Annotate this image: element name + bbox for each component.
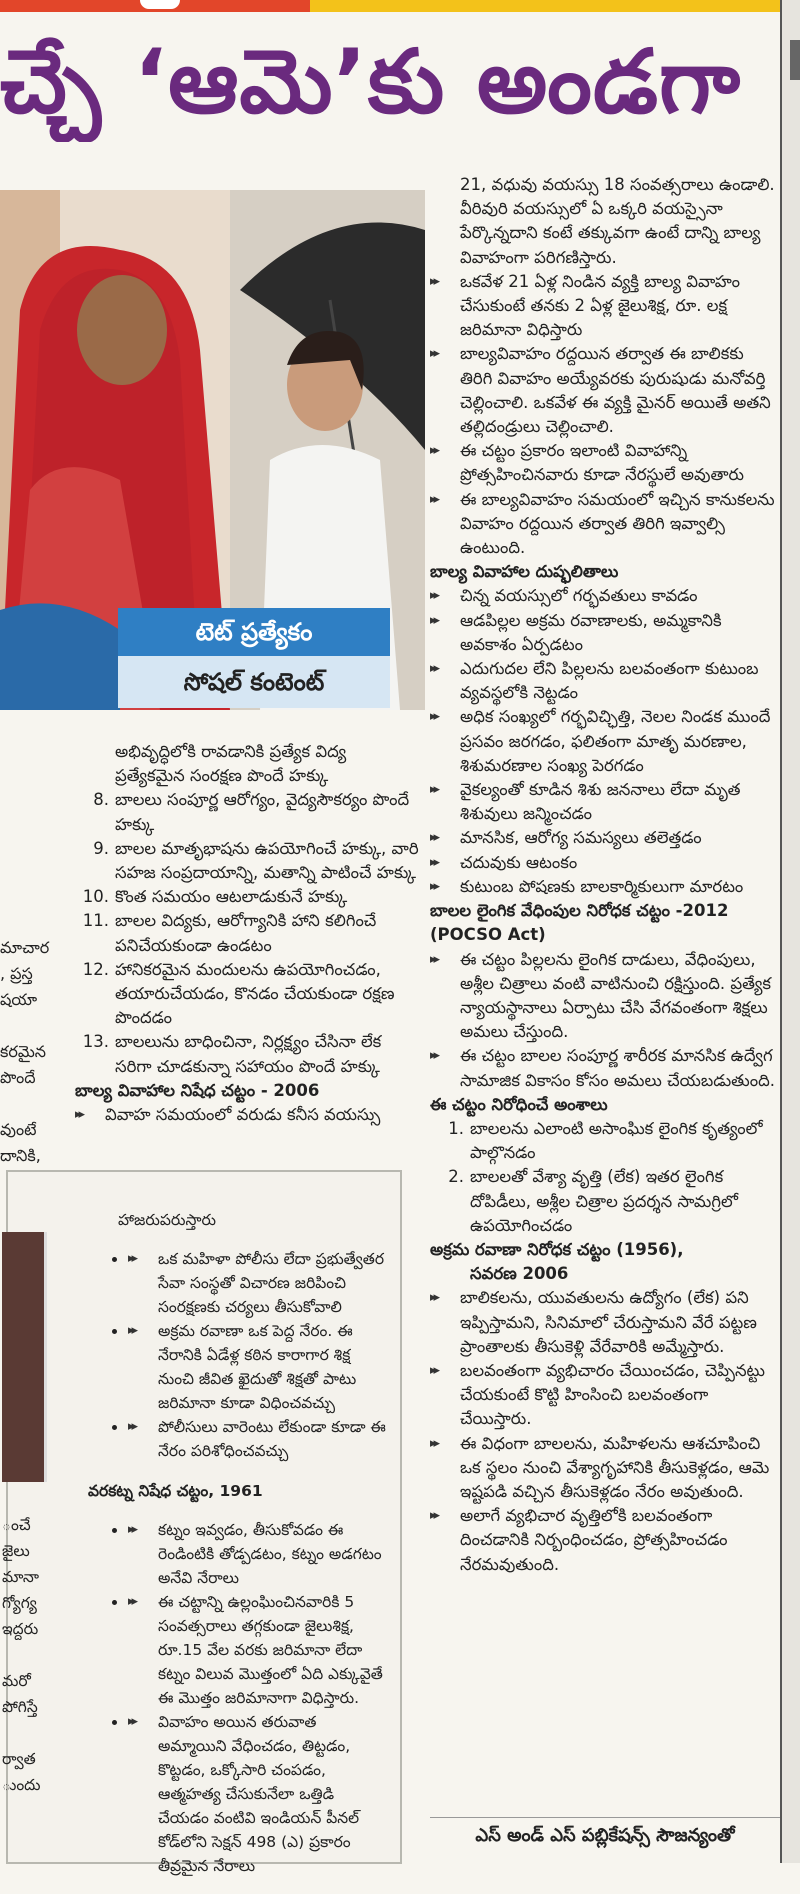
list-item: ▸▸ ఈ చట్టం బాలల సంపూర్ణ శారీరక మానసిక ఉద్వేగ సామాజిక వికాసం కోసం అమలు చేయబడుతుంది.: [430, 1044, 780, 1092]
list-item: ▸▸ ఈ చట్టం ప్రకారం ఇలాంటి వివాహాన్ని ప్రోత్సహించినవారు కూడా నేరస్థులే అవుతారు: [430, 439, 780, 487]
fragment: వుంటే: [0, 1120, 37, 1139]
section-heading: బాల్య వివాహాల దుష్ఫలితాలు: [430, 562, 619, 582]
fragment: షయా: [0, 990, 38, 1009]
paragraph: 21, వధువు వయస్సు 18 సంవత్సరాలు ఉండాలి. వీరివురి వయస్సులో ఏ ఒక్కరి వయస్సైనా పేర్కొన్నదాని కంటే తక్కువగా ఉంటే దాన్ని బాల్య వివాహంగా పరిగణిస్తారు.: [460, 175, 775, 267]
fragment: [0, 1013, 55, 1039]
box-content: [88, 1192, 388, 1894]
fragment: దానికి,: [0, 1146, 41, 1165]
fragment: మానా: [2, 1568, 39, 1586]
list-item: 13. బాలలును బాధించినా, నిర్లక్ష్యం చేసినా లేక సరిగా చూడకున్నా సహాయం పొందే హక్కు: [82, 1032, 382, 1076]
fragment: , ప్రస్త: [0, 964, 33, 983]
fragment: జైలు: [2, 1542, 30, 1560]
fragment: పొందే: [0, 1068, 36, 1087]
section-heading: అక్రమ రవాణా నిరోధక చట్టం (1956),: [430, 1239, 684, 1259]
fragment: మాచార: [0, 938, 50, 957]
list-item: ▸▸ అలాగే వ్యభిచార వృత్తిలోకి బలవంతంగా దించడానికి నిర్బంధించడం, ప్రోత్సహించడం నేరమవుతుంది.: [430, 1504, 780, 1577]
list-item: ▸▸ • ఈ చట్టాన్ని ఉల్లంఘించినవారికి 5 సంవత్సరాలు తగ్గకుండా జైలుశిక్ష, రూ.15 వేల వరకు జరిమానా లేదా కట్నం విలువ మొత్తంలో ఏది ఎక్కువైతే ఈ మొత్తం జరిమానాగా విధిస్తారు.: [128, 1590, 388, 1710]
headline: చ్చే ‘ఆమె’కు అండగా: [0, 30, 742, 133]
fragment: ర్వాత: [2, 1750, 36, 1768]
list-item: ▸▸ బలవంతంగా వ్యభిచారం చేయించడం, చెప్పినట్టు చేయకుంటే కొట్టి హింసించి బలవంతంగా చేయిస్తారు.: [430, 1359, 780, 1432]
list-item: ▸▸ చదువుకు ఆటంకం: [430, 851, 780, 875]
fragment: [2, 1642, 86, 1668]
list-item: ▸▸ అధిక సంఖ్యలో గర్భవిచ్ఛిత్తి, నెలల నిండక ముందే ప్రసవం జరగడం, ఫలితంగా మాతృ మరణాల, శిశుమరణాల సంఖ్య పెరగడం: [430, 705, 780, 778]
top-bar-notch: [140, 0, 180, 9]
section-badge: [118, 608, 390, 708]
right-column: [430, 173, 780, 1577]
act-title: బాల్య వివాహాల నిషేధ చట్టం - 2006: [75, 1080, 320, 1100]
list-item: ▸▸ ఈ బాల్యవివాహం సమయంలో ఇచ్చిన కానుకలను వివాహం రద్దయిన తర్వాత తిరిగి ఇవ్వాల్సి ఉంటుంది.: [430, 488, 780, 561]
list-item: ▸▸ • అక్రమ రవాణా ఒక పెద్ద నేరం. ఈ నేరానికి ఏడేళ్ల కఠిన కారాగార శిక్ష నుంచి జీవిత ఖైదుతో శిక్షతో పాటు జరిమానా కూడా విధించవచ్చు: [128, 1319, 388, 1415]
list-item: ▸▸ మానసిక, ఆరోగ్య సమస్యలు తలెత్తడం: [430, 826, 780, 850]
list-item: ▸▸ ఆడపిల్లల అక్రమ రవాణాలకు, అమ్మకానికి అవకాశం ఏర్పడటం: [430, 609, 780, 657]
paragraph: హాజరుపరుస్తారు: [118, 1210, 217, 1229]
box-left-fragments: [2, 1172, 86, 1862]
section-heading: ఈ చట్టం నిరోధించే అంశాలు: [430, 1094, 608, 1114]
fragment: గ్యోగ్య: [2, 1594, 37, 1612]
list-item: ▸▸ ఒకవేళ 21 ఏళ్ల నిండిన వ్యక్తి బాల్య వివాహం చేసుకుంటే తనకు 2 ఏళ్ల జైలుశిక్ష, రూ. లక్ష జరిమానా విధిస్తారు: [430, 270, 780, 343]
middle-column: [75, 740, 420, 1127]
fragment: కరమైన: [0, 1042, 47, 1061]
adjacent-page-edge: [780, 0, 800, 1863]
list-item: 1. బాలలను ఎలాంటి అసాంఘిక లైంగిక కృత్యంలో పాల్గొనడం: [448, 1118, 763, 1163]
box-photo-edge: [2, 1232, 47, 1482]
list-item: ▸▸ బాల్యవివాహం రద్దయిన తర్వాత ఈ బాలికకు తిరిగి వివాహం అయ్యేవరకు పురుషుడు మనోవర్తి చెల్లించాలి. ఒకవేళ ఈ వ్యక్తి మైనర్ అయితే అతని తల్లిదండ్రులు చెల్లించాలి.: [430, 342, 780, 439]
top-color-bar: [0, 0, 800, 12]
list-item: 2. బాలలతో వేశ్యా వృత్తి (లేక) ఇతర లైంగిక దోపిడీలు, అశ్లీల చిత్రాల ప్రదర్శన సామగ్రిలో ఉపయోగించడం: [448, 1167, 738, 1235]
badge-title: టెట్ ప్రత్యేకం: [118, 608, 390, 656]
list-item: ▸▸ వివాహ సమయంలో వరుడు కనీస వయస్సు: [75, 1103, 420, 1127]
section-heading: వరకట్న నిషేధ చట్టం, 1961: [88, 1481, 263, 1500]
section-heading: సవరణ 2006: [470, 1264, 569, 1284]
badge-subtitle: సోషల్ కంటెంట్: [118, 656, 390, 708]
list-item: ▸▸ • కట్నం ఇవ్వడం, తీసుకోవడం ఈ రెండింటికి తోడ్పడటం, కట్నం అడగటం అనేవి నేరాలు: [128, 1518, 388, 1590]
list-item: ▸▸ • పోలీసులు వారెంటు లేకుండా కూడా ఈ నేరం పరిశోధించవచ్చు: [128, 1415, 388, 1463]
intro-text: అభివృద్ధిలోకి రావడానికి ప్రత్యేక విద్య: [115, 742, 347, 761]
fragment: [2, 1720, 86, 1746]
list-item: ▸▸ బాలికలను, యువతులను ఉద్యోగం (లేక) పని ఇప్పిస్తామని, సినిమాలో చేరుస్తామని వేరే పట్టణ ప్రాంతాలకు తీసుకెళ్లి వేరేవారికి అమ్మేస్తారు.: [430, 1286, 780, 1359]
fragment: పోగిస్తే: [2, 1698, 38, 1716]
intro-text: ప్రత్యేకమైన సంరక్షణ పొందే హక్కు: [115, 766, 329, 786]
list-item: 9. బాలల మాతృభాషను ఉపయోగించే హక్కు, వారి సహజ సంప్రదాయాన్ని, మతాన్ని పాటించే హక్కు: [93, 838, 419, 883]
list-item: ▸▸ ఈ చట్టం పిల్లలను లైంగిక దాడులు, వేధింపులు, అశ్లీల చిత్రాలు వంటి వాటినుంచి రక్షిస్తుంది. ప్రత్యేక న్యాయస్థానాలు ఏర్పాటు చేసి వేగవంతంగా శిక్షలు అమలు చేస్తుంది.: [430, 948, 780, 1045]
left-column-fragments: [0, 935, 55, 1169]
list-item: 12. హానికరమైన మందులను ఉపయోగించడం, తయారుచేయడం, కొనడం చేయకుండా రక్షణ పొందడం: [82, 959, 395, 1028]
fragment: మరో: [2, 1672, 31, 1690]
list-item: 11. బాలల విద్యకు, ఆరోగ్యానికి హాని కలిగించే పనిచేయకుండా ఉండటం: [82, 911, 377, 955]
boxed-section: [2, 1170, 402, 1875]
list-item: [75, 740, 420, 788]
section-heading: బాలల లైంగిక వేధింపుల నిరోధక చట్టం -2012 (POCSO Act): [430, 901, 729, 945]
fragment: ంచే: [2, 1516, 31, 1534]
list-item: ▸▸ • ఒక మహిళా పోలీసు లేదా ప్రభుత్వేతర సేవా సంస్థతో విచారణ జరిపించి సంరక్షణకు చర్యలు తీసుకోవాలి: [128, 1247, 388, 1319]
list-item: ▸▸ ఈ విధంగా బాలలను, మహిళలను ఆశచూపించి ఒక స్థలం నుంచి వేశ్యాగృహానికి తీసుకెళ్లడం, ఆమె ఇష్టపడి వచ్చిన తీసుకెళ్లడం నేరం అవుతుంది.: [430, 1432, 780, 1505]
fragment: ుందు: [2, 1776, 41, 1794]
list-item: ▸▸ వైకల్యంతో కూడిన శిశు జననాలు లేదా మృత శిశువులు జన్మించడం: [430, 778, 780, 826]
list-item: 8. బాలలు సంపూర్ణ ఆరోగ్యం, వైద్యసౌకర్యం పొందే హక్కు: [93, 790, 410, 834]
page-edge-tab: [790, 40, 800, 80]
publisher-credit: ఎస్ అండ్ ఎస్ పబ్లికేషన్స్ సౌజన్యంతో: [430, 1825, 780, 1850]
fragment: [0, 1091, 55, 1117]
list-item: ▸▸ కుటుంబ పోషణకు బాలకార్మికులుగా మారటం: [430, 875, 780, 899]
list-item: ▸▸ • వివాహం అయిన తరువాత అమ్మాయిని వేధించడం, తిట్టడం, కొట్టడం, ఒక్కోసారి చంపడం, ఆత్మహత్య చేసుకునేలా ఒత్తిడి చేయడం వంటివి ఇండియన్ పీనల్ కోడ్‌లోని సెక్షన్ 498 (ఎ) ప్రకారం తీవ్రమైన నేరాలు: [128, 1710, 388, 1878]
list-item: ▸▸ ఎదుగుదల లేని పిల్లలను బలవంతంగా కుటుంబ వ్యవస్థలోకి నెట్టడం: [430, 657, 780, 705]
list-item: 10. కొంత సమయం ఆటలాడుకునే హక్కు: [82, 887, 348, 907]
list-item: ▸▸ చిన్న వయస్సులో గర్భవతులు కావడం: [430, 584, 780, 608]
fragment: ఇద్దరు: [2, 1620, 39, 1638]
